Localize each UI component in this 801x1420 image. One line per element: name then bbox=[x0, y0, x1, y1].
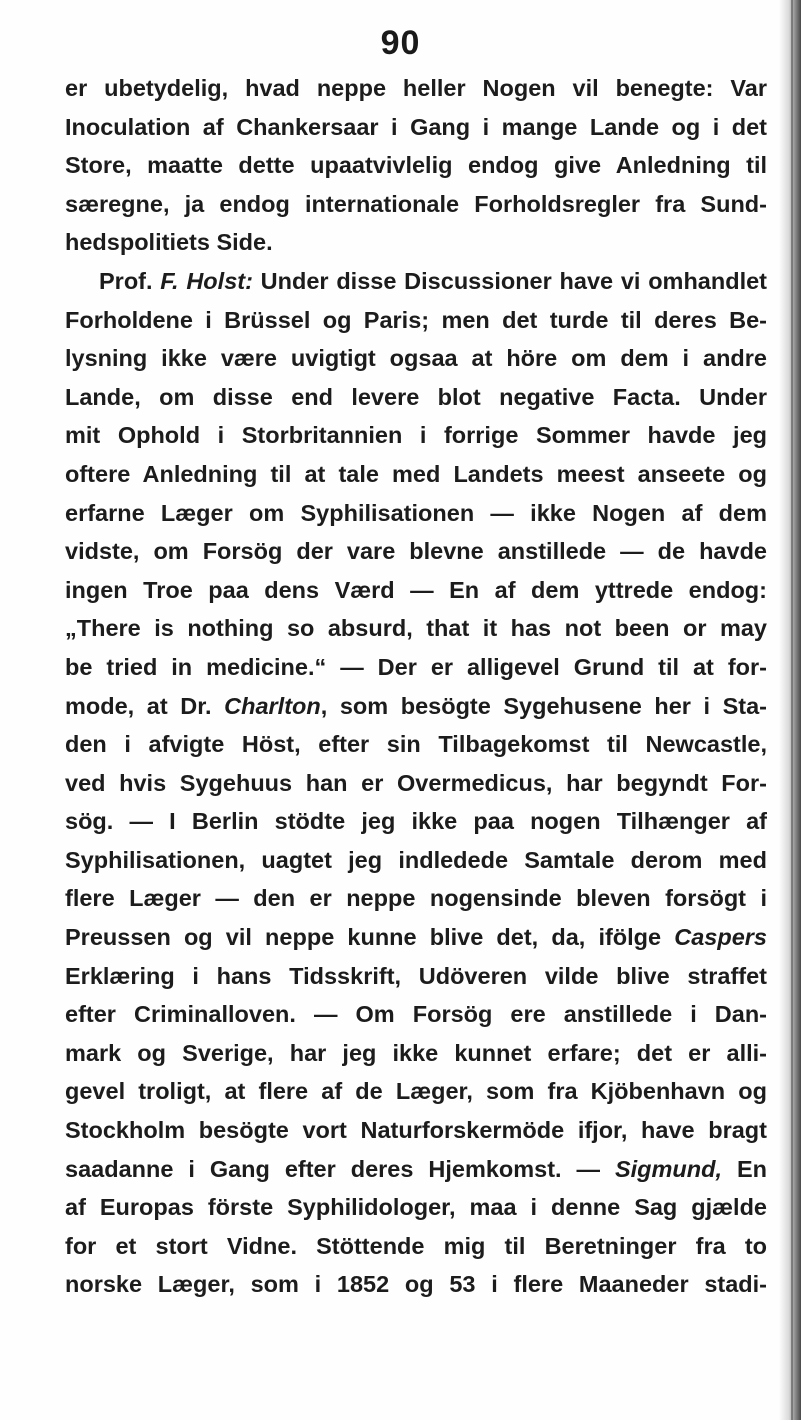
text-segment: mit Ophold i Storbritannien i forrige Sommer havde jeg bbox=[65, 422, 767, 449]
text-segment: be tried in medicine.“ — Der er alligevel Grund til at for- bbox=[65, 653, 767, 680]
body-text bbox=[65, 69, 767, 1304]
text-segment: Prof. bbox=[99, 267, 161, 294]
text-segment: Syphilisationen, uagtet jeg indledede Samtale derom med bbox=[65, 846, 767, 873]
text-segment: Preussen og vil neppe kunne blive det, da, ifölge bbox=[65, 924, 675, 951]
text-line bbox=[65, 339, 767, 378]
text-line bbox=[65, 1265, 767, 1304]
text-segment: Under disse Discussioner have vi omhandlet bbox=[252, 267, 768, 294]
page-edge-line bbox=[791, 0, 793, 1420]
text-segment: særegne, ja endog internationale Forholdsregler fra Sund- bbox=[65, 190, 767, 217]
text-segment: gevel troligt, at flere af de Læger, som fra Kjöbenhavn og bbox=[65, 1078, 767, 1105]
text-segment: erfarne Læger om Syphilisationen — ikke Nogen af dem bbox=[65, 499, 767, 526]
text-line bbox=[65, 146, 767, 185]
text-segment: Erklæring i hans Tidsskrift, Udöveren vilde blive straffet bbox=[65, 962, 767, 989]
text-segment: efter Criminalloven. — Om Forsög ere anstillede i Dan- bbox=[65, 1001, 767, 1028]
page-number: 90 bbox=[380, 24, 421, 62]
text-line bbox=[65, 494, 767, 533]
text-segment: hedspolitiets Side. bbox=[65, 229, 273, 256]
text-line bbox=[65, 262, 767, 301]
text-line bbox=[65, 1188, 767, 1227]
text-segment: vidste, om Forsög der vare blevne anstillede — de havde bbox=[65, 538, 767, 565]
text-line bbox=[65, 879, 767, 918]
text-segment: Inoculation af Chankersaar i Gang i mange Lande og i det bbox=[65, 113, 767, 140]
text-line bbox=[65, 687, 767, 726]
text-line bbox=[65, 648, 767, 687]
italic-name: Caspers bbox=[674, 924, 767, 951]
text-segment: En bbox=[722, 1155, 767, 1182]
text-segment: er ubetydelig, hvad neppe heller Nogen vil benegte: Var bbox=[65, 75, 767, 101]
text-line bbox=[65, 725, 767, 764]
text-segment: Lande, om disse end levere blot negative Facta. Under bbox=[65, 383, 767, 410]
text-segment: Store, maatte dette upaatvivlelig endog give Anledning til bbox=[65, 152, 767, 179]
text-line bbox=[65, 378, 767, 417]
text-segment: ved hvis Sygehuus han er Overmedicus, har begyndt For- bbox=[65, 769, 767, 796]
italic-name: Charlton bbox=[224, 692, 321, 719]
text-segment: flere Læger — den er neppe nogensinde bleven forsögt i bbox=[65, 885, 767, 912]
text-line bbox=[65, 416, 767, 455]
text-line bbox=[65, 532, 767, 571]
text-segment: saadanne i Gang efter deres Hjemkomst. — bbox=[65, 1155, 615, 1182]
text-segment: mark og Sverige, har jeg ikke kunnet erfare; det er alli- bbox=[65, 1039, 767, 1066]
text-segment: ingen Troe paa dens Værd — En af dem yttrede endog: bbox=[65, 576, 767, 603]
italic-name: F. Holst: bbox=[160, 267, 253, 294]
text-line bbox=[65, 841, 767, 880]
text-segment: sög. — I Berlin stödte jeg ikke paa nogen Tilhænger af bbox=[65, 808, 767, 835]
text-line bbox=[65, 455, 767, 494]
italic-name: Sigmund, bbox=[614, 1155, 723, 1182]
text-line bbox=[65, 1111, 767, 1150]
text-segment: mode, at Dr. bbox=[65, 692, 225, 719]
text-line bbox=[65, 609, 767, 648]
text-line bbox=[65, 918, 767, 957]
text-line bbox=[65, 1072, 767, 1111]
text-segment: for et stort Vidne. Stöttende mig til Beretninger fra to bbox=[65, 1232, 767, 1259]
text-line bbox=[65, 1227, 767, 1266]
text-line bbox=[65, 223, 767, 262]
page-edge-shadow bbox=[779, 0, 801, 1420]
text-line bbox=[65, 995, 767, 1034]
text-line bbox=[65, 1150, 767, 1189]
text-segment: Forholdene i Brüssel og Paris; men det turde til deres Be- bbox=[65, 306, 767, 333]
text-segment: „There is nothing so absurd, that it has not been or may bbox=[65, 615, 767, 642]
text-segment: Stockholm besögte vort Naturforskermöde ifjor, have bragt bbox=[65, 1117, 767, 1144]
text-segment: af Europas förste Syphilidologer, maa i denne Sag gjælde bbox=[65, 1194, 767, 1221]
text-segment: , som besögte Sygehusene her i Sta- bbox=[320, 692, 767, 719]
text-line bbox=[65, 108, 767, 147]
text-line bbox=[65, 764, 767, 803]
text-segment: lysning ikke være uvigtigt ogsaa at höre om dem i andre bbox=[65, 345, 767, 372]
text-line bbox=[65, 301, 767, 340]
text-line bbox=[65, 185, 767, 224]
text-segment: oftere Anledning til at tale med Landets meest anseete og bbox=[65, 460, 767, 487]
text-line bbox=[65, 957, 767, 996]
text-line bbox=[65, 69, 767, 108]
text-segment: norske Læger, som i 1852 og 53 i flere Maaneder stadi- bbox=[65, 1271, 767, 1298]
text-segment: den i afvigte Höst, efter sin Tilbagekomst til Newcastle, bbox=[65, 731, 767, 758]
text-line bbox=[65, 802, 767, 841]
text-line bbox=[65, 1034, 767, 1073]
text-line bbox=[65, 571, 767, 610]
